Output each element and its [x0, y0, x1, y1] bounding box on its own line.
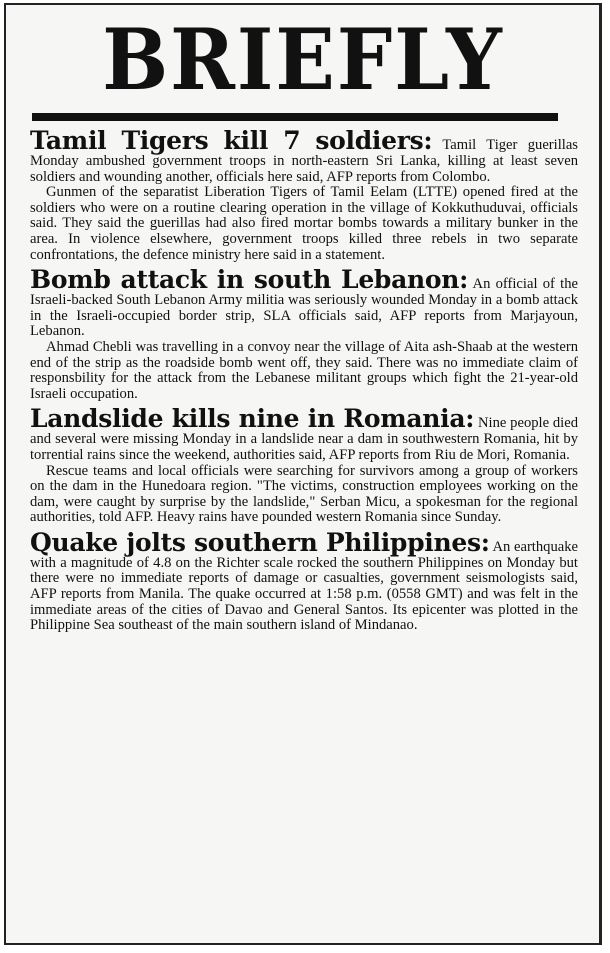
newspaper-clipping — [4, 3, 602, 945]
story-body-text: Gunmen of the separatist Liberation Tigers of Tamil Eelam (LTTE) opened fired at the soldiers who were on a routine clearing operation in the village of Kokkuthuduvai, officials said. They said the guerillas had also fired mortar bombs towards a military bunker in the area. In violence elsewhere, government troops killed three rebels in two separate confrontations, the defence ministry here said in a statement. — [30, 184, 578, 263]
stories-column — [30, 127, 578, 637]
story-headline: Bomb attack in south Lebanon: — [30, 265, 469, 295]
story-body-text: Ahmad Chebli was travelling in a convoy near the village of Aita ash-Shaab at the western end of the strip as the roadside bomb went off, they said. There was no immediate claim of responsbility for the attack from the Lebanese militant groups which fight the 21-year-old Israeli occupation. — [30, 338, 578, 402]
story-tamil-tigers — [30, 127, 578, 263]
story-lebanon-bomb — [30, 266, 578, 402]
story-lead-paragraph — [30, 529, 578, 634]
story-body-text: Rescue teams and local officials were searching for survivors among a group of workers on the dam in the Hunedoara region. "The victims, construction employees working on the dam, were caught by surprise by the landslide," Serban Micu, a spokesman for the regional authorities, told AFP. Heavy rains have pounded western Romania since Sunday. — [30, 462, 578, 526]
story-headline: Landslide kills nine in Romania: — [30, 404, 475, 434]
story-headline: Tamil Tigers kill 7 soldiers: — [30, 126, 433, 155]
story-headline: Quake jolts southern Philippines: — [30, 527, 490, 557]
story-lead-text: Tamil Tiger guerillas Monday ambushed government troops in north-eastern Sri Lanka, killing at least seven soldiers and wounding another, officials here said, AFP reports from Colombo. — [30, 137, 578, 185]
story-lead-paragraph — [30, 405, 578, 463]
story-lead-text: An official of the Israeli-backed South Lebanon Army militia was seriously wounded Monday in a bomb attack in the Israeli-occupied border strip, SLA officials said, AFP reports from Marjayoun, Lebanon. — [30, 276, 578, 340]
masthead-rule — [32, 113, 558, 121]
story-philippines-quake — [30, 529, 578, 634]
masthead-title: BRIEFLY — [102, 11, 504, 110]
story-romania-landslide — [30, 405, 578, 526]
masthead — [58, 13, 548, 109]
story-lead-paragraph — [30, 127, 578, 185]
story-lead-text: An earthquake with a magnitude of 4.8 on the Richter scale rocked the southern Philippines on Monday but there were no immediate reports of damage or casualties, government seismologists said, AFP reports from Manila. The quake occurred at 1:58 p.m. (0558 GMT) and was felt in the immediate areas of the cities of Davao and General Santos. Its epicenter was plotted in the Philippine Sea southeast of the main southern island of Mindanao. — [30, 538, 578, 634]
story-lead-text: Nine people died and several were missing Monday in a landslide near a dam in southwestern Romania, hit by torrential rains since the weekend, authorities said, AFP reports from Riu de Mori, Romania. — [30, 415, 578, 463]
story-lead-paragraph — [30, 266, 578, 340]
